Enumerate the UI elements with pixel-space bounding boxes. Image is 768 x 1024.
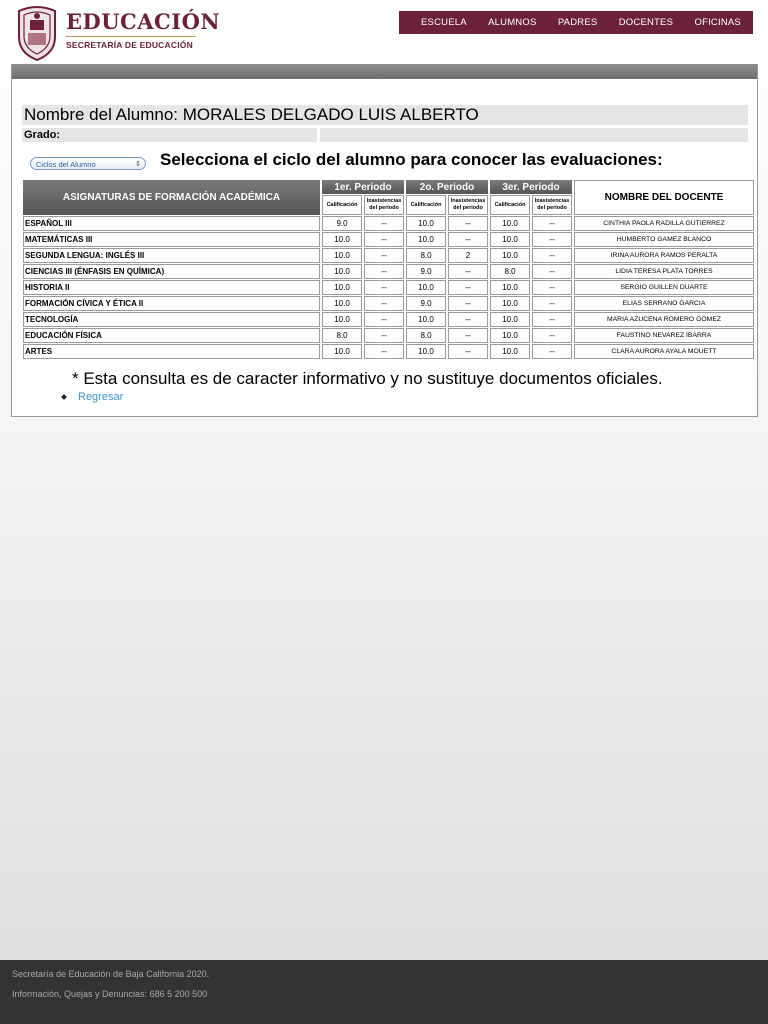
period-2-grade-cell: 8.0 <box>406 248 446 263</box>
teacher-cell: CINTHIA PAOLA RADILLA GUTIERREZ <box>574 216 754 231</box>
period-2-absences-cell: -- <box>448 312 488 327</box>
table-header-row <box>23 180 754 194</box>
period-1-header: 1er. Periodo <box>322 180 404 194</box>
cycle-prompt: Selecciona el ciclo del alumno para conocer las evaluaciones: <box>160 150 663 169</box>
results-panel <box>11 64 758 417</box>
period-2-absences-cell: -- <box>448 232 488 247</box>
site-footer <box>0 960 768 1024</box>
period-1-absences-cell: -- <box>364 312 404 327</box>
period-3-grade-cell: 10.0 <box>490 312 530 327</box>
period-3-absences-cell: -- <box>532 248 572 263</box>
grade-label: Grado: <box>22 128 317 142</box>
back-link[interactable]: Regresar <box>78 391 124 403</box>
period-1-grade-cell: 10.0 <box>322 312 362 327</box>
table-row <box>23 296 754 311</box>
period-3-absences-cell: -- <box>532 280 572 295</box>
brand-subtitle: SECRETARÍA DE EDUCACIÓN <box>66 40 193 50</box>
footer-contact: Información, Quejas y Denuncias: 686 5 200 500 <box>12 989 208 999</box>
site-header <box>0 0 768 64</box>
period-2-absences-cell: -- <box>448 264 488 279</box>
nav-padres[interactable]: PADRES <box>557 17 598 28</box>
student-name-row <box>22 105 748 125</box>
period-3-absences-cell: -- <box>532 312 572 327</box>
period-3-grade-cell: 10.0 <box>490 344 530 359</box>
teacher-cell: CLARA AURORA AYALA MOUETT <box>574 344 754 359</box>
teacher-header: NOMBRE DEL DOCENTE <box>574 180 754 215</box>
brand-divider <box>66 36 196 37</box>
period-3-absences-cell: -- <box>532 264 572 279</box>
period-2-grade-cell: 10.0 <box>406 344 446 359</box>
teacher-cell: HUMBERTO GAMEZ BLANCO <box>574 232 754 247</box>
subject-cell: ARTES <box>23 344 320 359</box>
subject-cell: HISTORIA II <box>23 280 320 295</box>
period-1-absences-cell: -- <box>364 216 404 231</box>
period-2-absences-cell: -- <box>448 328 488 343</box>
table-row <box>23 248 754 263</box>
subject-cell: SEGUNDA LENGUA: INGLÉS III <box>23 248 320 263</box>
table-row <box>23 344 754 359</box>
period-3-absences-cell: -- <box>532 232 572 247</box>
nav-oficinas[interactable]: OFICINAS <box>694 17 741 28</box>
grade-col-header: Calificación <box>490 195 530 215</box>
period-3-absences-cell: -- <box>532 296 572 311</box>
period-3-absences-cell: -- <box>532 216 572 231</box>
period-2-absences-cell: -- <box>448 344 488 359</box>
period-2-grade-cell: 8.0 <box>406 328 446 343</box>
period-2-grade-cell: 9.0 <box>406 264 446 279</box>
period-2-grade-cell: 9.0 <box>406 296 446 311</box>
subject-cell: CIENCIAS III (ÉNFASIS EN QUÍMICA) <box>23 264 320 279</box>
period-2-grade-cell: 10.0 <box>406 280 446 295</box>
teacher-cell: SERGIO GUILLEN DUARTE <box>574 280 754 295</box>
grade-col-header: Calificación <box>322 195 362 215</box>
period-1-grade-cell: 10.0 <box>322 264 362 279</box>
subject-cell: FORMACIÓN CÍVICA Y ÉTICA II <box>23 296 320 311</box>
period-1-grade-cell: 10.0 <box>322 344 362 359</box>
period-3-grade-cell: 10.0 <box>490 216 530 231</box>
period-3-grade-cell: 10.0 <box>490 328 530 343</box>
period-3-absences-cell: -- <box>532 328 572 343</box>
teacher-cell: MARIA AZUCENA ROMERO GOMEZ <box>574 312 754 327</box>
period-2-absences-cell: 2 <box>448 248 488 263</box>
period-2-grade-cell: 10.0 <box>406 232 446 247</box>
updown-arrows-icon: ⇕ <box>135 161 141 168</box>
teacher-cell: FAUSTINO NEVAREZ IBARRA <box>574 328 754 343</box>
table-row <box>23 232 754 247</box>
subjects-header: ASIGNATURAS DE FORMACIÓN ACADÉMICA <box>23 180 320 215</box>
cycle-select[interactable] <box>30 157 146 170</box>
panel-title-bar <box>12 64 757 79</box>
teacher-cell: ELIAS SERRANO GARCIA <box>574 296 754 311</box>
period-1-grade-cell: 10.0 <box>322 280 362 295</box>
grade-row <box>22 128 748 142</box>
subject-cell: EDUCACIÓN FÍSICA <box>23 328 320 343</box>
absence-col-header: Inasistencias del periodo <box>448 195 488 215</box>
absence-col-header: Inasistencias del periodo <box>532 195 572 215</box>
coat-of-arms-icon <box>15 3 59 61</box>
brand <box>66 9 220 50</box>
subject-cell: MATEMÁTICAS III <box>23 232 320 247</box>
period-2-grade-cell: 10.0 <box>406 216 446 231</box>
period-3-header: 3er. Periodo <box>490 180 572 194</box>
teacher-cell: IRINA AURORA RAMOS PERALTA <box>574 248 754 263</box>
period-1-absences-cell: -- <box>364 264 404 279</box>
period-2-grade-cell: 10.0 <box>406 312 446 327</box>
grades-table <box>21 179 756 360</box>
period-1-absences-cell: -- <box>364 232 404 247</box>
period-1-absences-cell: -- <box>364 328 404 343</box>
teacher-cell: LIDIA TERESA PLATA TORRES <box>574 264 754 279</box>
nav-docentes[interactable]: DOCENTES <box>618 17 674 28</box>
period-2-absences-cell: -- <box>448 296 488 311</box>
period-2-header: 2o. Periodo <box>406 180 488 194</box>
period-1-absences-cell: -- <box>364 248 404 263</box>
period-1-absences-cell: -- <box>364 344 404 359</box>
period-2-absences-cell: -- <box>448 216 488 231</box>
grade-col-header: Calificación <box>406 195 446 215</box>
period-1-grade-cell: 9.0 <box>322 216 362 231</box>
grades-table-body <box>23 216 754 359</box>
table-row <box>23 264 754 279</box>
period-1-grade-cell: 10.0 <box>322 232 362 247</box>
table-row <box>23 312 754 327</box>
grade-value <box>320 128 748 142</box>
period-1-absences-cell: -- <box>364 296 404 311</box>
period-1-grade-cell: 8.0 <box>322 328 362 343</box>
cycle-select-value: Ciclos del Alumno <box>36 160 96 169</box>
brand-title: EDUCACIÓN <box>66 9 221 34</box>
main-nav <box>399 11 753 34</box>
period-1-absences-cell: -- <box>364 280 404 295</box>
period-3-grade-cell: 10.0 <box>490 232 530 247</box>
nav-alumnos[interactable]: ALUMNOS <box>488 17 537 28</box>
subject-cell: TECNOLOGÍA <box>23 312 320 327</box>
student-name: Nombre del Alumno: MORALES DELGADO LUIS ALBERTO <box>24 105 479 124</box>
disclaimer-note: * Esta consulta es de caracter informativo y no sustituye documentos oficiales. <box>72 369 663 388</box>
absence-col-header: Inasistencias del periodo <box>364 195 404 215</box>
period-3-absences-cell: -- <box>532 344 572 359</box>
subject-cell: ESPAÑOL III <box>23 216 320 231</box>
table-row <box>23 216 754 231</box>
period-1-grade-cell: 10.0 <box>322 296 362 311</box>
footer-copyright: Secretaría de Educación de Baja California 2020. <box>12 969 210 979</box>
bullet-icon <box>61 394 67 400</box>
table-row <box>23 328 754 343</box>
period-3-grade-cell: 10.0 <box>490 280 530 295</box>
period-2-absences-cell: -- <box>448 280 488 295</box>
period-3-grade-cell: 10.0 <box>490 248 530 263</box>
period-3-grade-cell: 10.0 <box>490 296 530 311</box>
table-row <box>23 280 754 295</box>
period-3-grade-cell: 8.0 <box>490 264 530 279</box>
period-1-grade-cell: 10.0 <box>322 248 362 263</box>
nav-escuela[interactable]: ESCUELA <box>421 17 467 28</box>
